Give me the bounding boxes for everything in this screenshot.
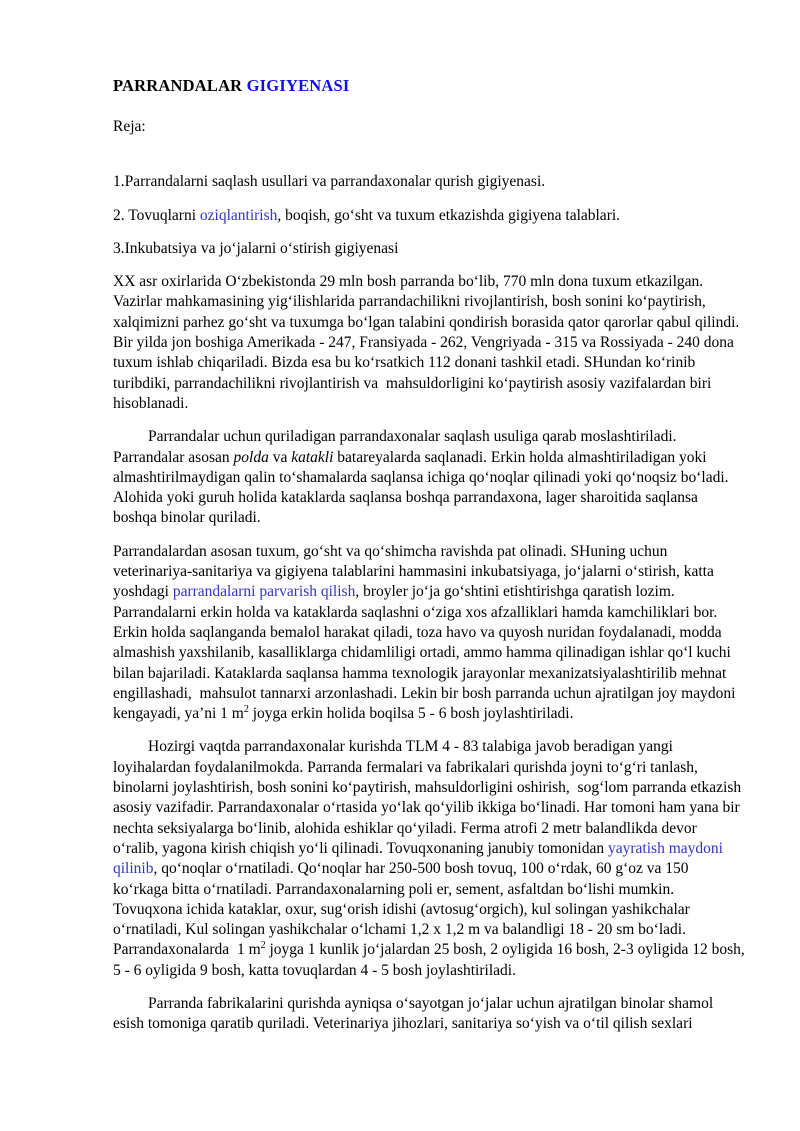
text-segment: 2 [243, 703, 249, 715]
reja-label: Reja: [113, 118, 146, 135]
text-segment: 2. Tovuqlarni [113, 206, 200, 224]
text-segment: joyga 1 kunlik jo‘jalardan 25 bosh, 2 oyligida 16 bosh, 2-3 oyligida 12 bosh, 5 - 6 oyligida 9 bosh, katta tovuqlardan 4 - 5 bosh joylashtiriladi. [113, 941, 749, 979]
text-segment: 3.Inkubatsiya va jo‘jalarni o‘stirish gigiyenasi [113, 239, 399, 257]
text-segment: , broyler jo‘ja go‘shtini etishtirishga qaratish lozim. Parrandalarni erkin holda va kataklarda saqlashni o‘ziga xos afzalliklari hamda kamchiliklari bor. Erkin holda saqlanganda bemalol harakat qiladi, toza havo va quyosh nuridan foydalanadi, modda almashish yaxshilanib, kasalliklarga chidamliligi ortadi, ammo hamma qilinadigan ishlar qo‘l kuchi bilan bajariladi. Kataklarda saqlansa hamma texnologik jarayonlar mexanizatsiyalashtirilib mehnat engillashadi, mahsulot tannarxi arzonlashadi. Lekin bir bosh parranda uchun ajratilgan joy maydoni kengayadi, ya’ni 1 m [113, 583, 740, 723]
text-segment: katakli [291, 448, 334, 466]
text-segment: Parrandalardan asosan tuxum, go‘sht va qo‘shimcha ravishda pat olinadi. SHuning uchun veterinariya-sanitariya va gigiyena talablarini hammasini inkubatsiyaga, jo‘jalarni o‘stirish, katta yoshdagi [113, 542, 718, 601]
text-segment: XX asr oxirlarida O‘zbekistonda 29 mln bosh parranda bo‘lib, 770 mln dona tuxum etkazilgan. Vazirlar mahkamasining yig‘ilishlarida parrandachilikni rivojlantirish, bosh sonini ko‘paytirish, xalqimizni parhez go‘sht va tuxumga bo‘lgan talabini qondirish borasida qator qarorlar qabul qilindi. Bir yilda jon boshiga Amerikada - 247, Fransiyada - 262, Vengriyada - 315 va Rossiyada - 240 dona tuxum ishlab chiqariladi. Bizda esa bu ko‘rsatkich 112 donani tashkil etadi. SHundan ko‘rinib turibdiki, parrandachilikni rivojlantirish va mahsuldorligini ko‘paytirish asosiy vazifalardan biri hisoblanadi. [113, 273, 748, 412]
list-item-1 [113, 172, 745, 192]
text-segment: , boqish, go‘sht va tuxum etkazishda gigiyena talablari. [277, 206, 621, 224]
inline-link[interactable]: yayratish maydoni qilinib [113, 839, 727, 878]
blank-line-spacer [113, 150, 745, 172]
paragraph-products-and-keeping [113, 542, 745, 725]
paragraph-building-requirements [113, 737, 749, 981]
text-segment: 1.Parrandalarni saqlash usullari va parrandaxonalar qurish gigiyenasi. [113, 173, 546, 191]
text-segment: Parrandalar uchun quriladigan parrandaxonalar saqlash usuliga qarab moslashtiriladi. Parrandalar asosan [113, 428, 681, 466]
text-segment: batareyalarda saqlanadi. Erkin holda almashtiriladigan yoki almashtirilmaydigan qalin to‘shamalarda saqlansa ichiga qo‘noqlar qilinadi yoki qo‘noqsiz bo‘ladi. Alohida yoki guruh holida kataklarda saqlansa boshqa parrandaxona, lager sharoitida saqlansa boshqa binolar quriladi. [113, 448, 732, 527]
inline-link[interactable]: parrandalarni parvarish qilish [172, 583, 356, 601]
text-segment: joyga erkin holida boqilsa 5 - 6 bosh joylashtiriladi. [248, 705, 574, 723]
document-title [113, 76, 745, 96]
text-segment: , qo‘noqlar o‘rnatiladi. Qo‘noqlar har 250-500 bosh tovuq, 100 o‘rdak, 60 g‘oz va 150 ko‘rkaga bitta o‘rnatiladi. Parrandaxonalarning poli er, sement, asfaltdan bo‘lishi mumkin. Tovuqxona ichida kataklar, oxur, sug‘orish idishi (avtosug‘orgich), kul solingan yashikchalar o‘rnatiladi, Kul solingan yashikchalar o‘lchami 1,2 x 1,2 m va balandligi 18 - 20 sm bo‘ladi. Parrandaxonalarda 1 m [113, 860, 694, 959]
list-item-2 [113, 206, 745, 226]
text-segment: polda [233, 448, 269, 466]
text-segment: GIGIYENASI [246, 76, 350, 95]
paragraph-housing-types [113, 427, 745, 528]
inline-link[interactable]: oziqlantirish [199, 206, 278, 224]
paragraph-intro-statistics [113, 272, 748, 414]
list-item-3 [113, 239, 745, 259]
text-segment: va [268, 448, 292, 466]
text-segment: 2 [260, 940, 266, 952]
text-segment: PARRANDALAR [113, 76, 247, 95]
paragraph-factories [113, 994, 745, 1035]
text-segment: Hozirgi vaqtda parrandaxonalar kurishda TLM 4 - 83 talabiga javob beradigan yangi loyihalardan foydalanilmokda. Parranda fermalari va fabrikalari qurishda joyni to‘g‘ri tanlash, binolarni joylashtirish, bosh sonini ko‘paytirish, mahsuldorligini oshirish, sog‘lom parranda etkazish asosiy vazifadir. Parrandaxonalar o‘rtasida yo‘lak qo‘yilib ikkiga bo‘linadi. Har tomoni ham yana bir nechta seksiyalarga bo‘linib, alohida eshiklar qo‘yiladi. Ferma atrofi 2 metr balandlikda devor o‘ralib, yagona kirish chiqish yo‘li qilinadi. Tovuqxonaning janubiy tomonidan [113, 738, 745, 857]
text-segment: Parranda fabrikalarini qurishda ayniqsa o‘sayotgan jo‘jalar uchun ajratilgan binolar shamol esish tomoniga qaratib quriladi. Veterinariya jihozlari, sanitariya so‘yish va o‘til qilish sexlari [113, 994, 718, 1033]
